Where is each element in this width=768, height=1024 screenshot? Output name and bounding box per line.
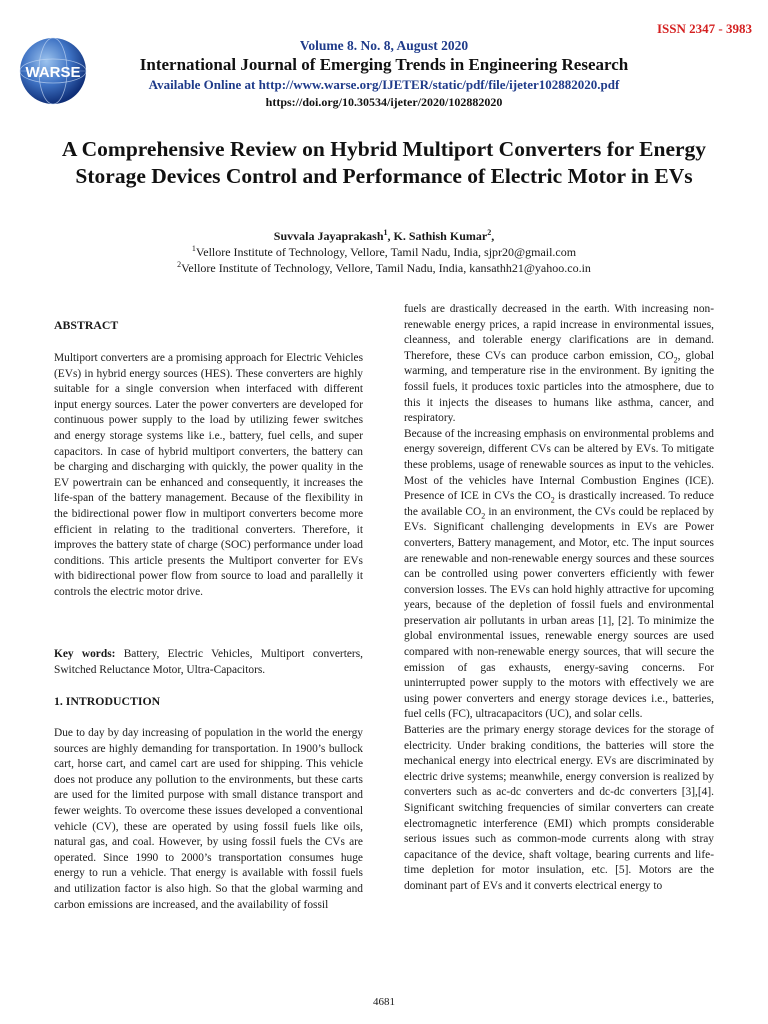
right-column [404, 302, 714, 895]
introduction-heading: 1. INTRODUCTION [54, 694, 161, 708]
doi-link[interactable]: https://doi.org/10.30534/ijeter/2020/102882020 [265, 95, 503, 109]
affiliation-2-mark: 2 [177, 260, 182, 269]
p1b: , global warming, and temperature rise in the environment. By igniting the fossil fuels, it produces toxic particles into the atmosphere, due to this it injects the diseases to humans like asthma, cancer, and respiratory. [404, 349, 714, 425]
affiliation-2-text: Vellore Institute of Technology, Vellore, Tamil Nadu, India, kansathh21@yahoo.co.in [181, 261, 591, 275]
p2b: is drastically increased. To reduce the available CO [404, 490, 714, 518]
author-1: Suvvala Jayaprakash [273, 229, 384, 243]
author-line [0, 229, 768, 244]
affiliation-1 [0, 245, 768, 260]
issn-number: ISSN 2347 - 3983 [657, 21, 752, 36]
p2a: Because of the increasing emphasis on environmental problems and energy sovereign, different CVs can be altered by EVs. To mitigate these problems, usage of renewable sources as input to the vehicles. Most of the vehicles have Internal Combustion Engines (ICE). Presence of ICE in CVs the CO [404, 427, 714, 503]
p2-sub-1: 2 [550, 495, 555, 505]
introduction-paragraph-1: Due to day by day increasing of population in the world the energy sources are highly demanding for transportation. In 1900’s bullock cart, horse cart, and camel cart are used for shipping. This vehicle does not produce any pollution to the environments, but these carts are used for the limited purpose with small distance transport and fewer weights. To overcome these issues developed a conventional vehicle (CV), these are operated by using fossil fuels like oils, natural gas, and coal. However, by using fossil fuels the CVs are operated. Since 1990 to 2000’s transportation consumes huge energy to run a vehicle. That energy is available with fossil fuels and utilization factor is also high. So that the global warming and carbon emissions are increased, and the availability of fossil [54, 727, 363, 911]
intro-paragraph-2 [404, 427, 714, 723]
keywords [54, 647, 363, 678]
affiliation-2 [0, 261, 768, 276]
abstract-heading: ABSTRACT [54, 318, 119, 332]
keywords-text: Battery, Electric Vehicles, Multiport converters, Switched Reluctance Motor, Ultra-Capacitors. [54, 648, 363, 676]
author-end: , [491, 229, 495, 243]
logo-text: WARSE [25, 64, 81, 81]
page-number: 4681 [373, 996, 395, 1008]
p1a: fuels are drastically decreased in the earth. With increasing non- renewable energy prices, a rapid increase in environmental issues, cleanness, and tolerable energy clarifications are in demand. Therefore, these CVs can produce carbon emission, CO [404, 303, 714, 362]
affiliation-1-mark: 1 [191, 244, 196, 253]
paper-title: A Comprehensive Review on Hybrid Multiport Converters for Energy Storage Devices Control and Performance of Electric Motor in EVs [61, 137, 707, 188]
keywords-label: Key words: [54, 648, 116, 660]
intro-paragraph-1-cont [404, 302, 714, 427]
journal-volume: Volume 8. No. 8, August 2020 [299, 38, 469, 53]
intro-paragraph-3: Batteries are the primary energy storage devices for the storage of electricity. Under braking conditions, the batteries will store the mechanical energy into electrical energy. EVs are discriminated by electric drive systems; meanwhile, energy conversion is realized by converters such as ac-dc converters and dc-dc converters [3],[4]. Significant switching frequencies of similar converters can create electromagnetic interference (EMI) which prompts considerable serious issues such as common-mode currents along with stray capacitance of the device, shaft voltage, bearing currents and life- time depletion for motor insulation, etc. [5]. Motors are the dominant part of EVs and it converts electrical energy to [404, 724, 714, 892]
journal-title: International Journal of Emerging Trends in Engineering Research [139, 55, 629, 74]
author-1-mark: 1 [383, 228, 388, 237]
author-2-mark: 2 [487, 228, 492, 237]
p1-sub: 2 [673, 355, 678, 365]
p2c: in an environment, the CVs could be replaced by EVs. Significant challenging developments in EVs are Power converters, Battery management, and Motor, etc. The input sources are renewable and non-renewable energy sources and these sources can be controlled using power converters efficiently with fewer conversion losses. The EVs can hold highly attractive for upcoming years, because of the depletion of fossil fuels and environmental preservation air pollutants in urban areas [1], [2]. To minimize the global environmental issues, renewable energy sources are used compared with non-renewable energy sources, that will secure the emission of gas exhausts, energy-saving concerns. For uninterrupted power supply to the motors with effectively we are using power converters and energy storage devices i.e., batteries, fuel cells (FC), ultracapacitors (UC), and solar cells. [404, 505, 714, 721]
p2-sub-2: 2 [481, 511, 486, 520]
affiliation-1-text: Vellore Institute of Technology, Vellore, Tamil Nadu, India, sjpr20@gmail.com [195, 245, 577, 259]
availability-link[interactable]: Available Online at http://www.warse.org/IJETER/static/pdf/file/ijeter102882020.pdf [148, 77, 620, 92]
abstract-text: Multiport converters are a promising approach for Electric Vehicles (EVs) in hybrid energy sources (HES). These converters are highly suitable for a single conversion when interfaced with different input energy sources. Later the power converters are developed for continuous power supply to the load by utilizing fewer switches and energy storage systems like i.e., battery, fuel cells, and super capacitors. In case of hybrid multiport converters, the battery can be charging and discharging with quickly, the power quality in the EV powertrain can be enhanced and consequently, it increases the life-span of the battery management. Because of the flexibility in the bidirectional power flow in multiport converters become more efficient in relating to the traditional converters. Therefore, it improves the battery state of charge (SOC) performance under load conditions. This article presents the Multiport converter for EVs with bidirectional power flow from source to load and parallelly it controls the electric motor drive. [54, 352, 363, 598]
author-2: , K. Sathish Kumar [387, 229, 488, 243]
